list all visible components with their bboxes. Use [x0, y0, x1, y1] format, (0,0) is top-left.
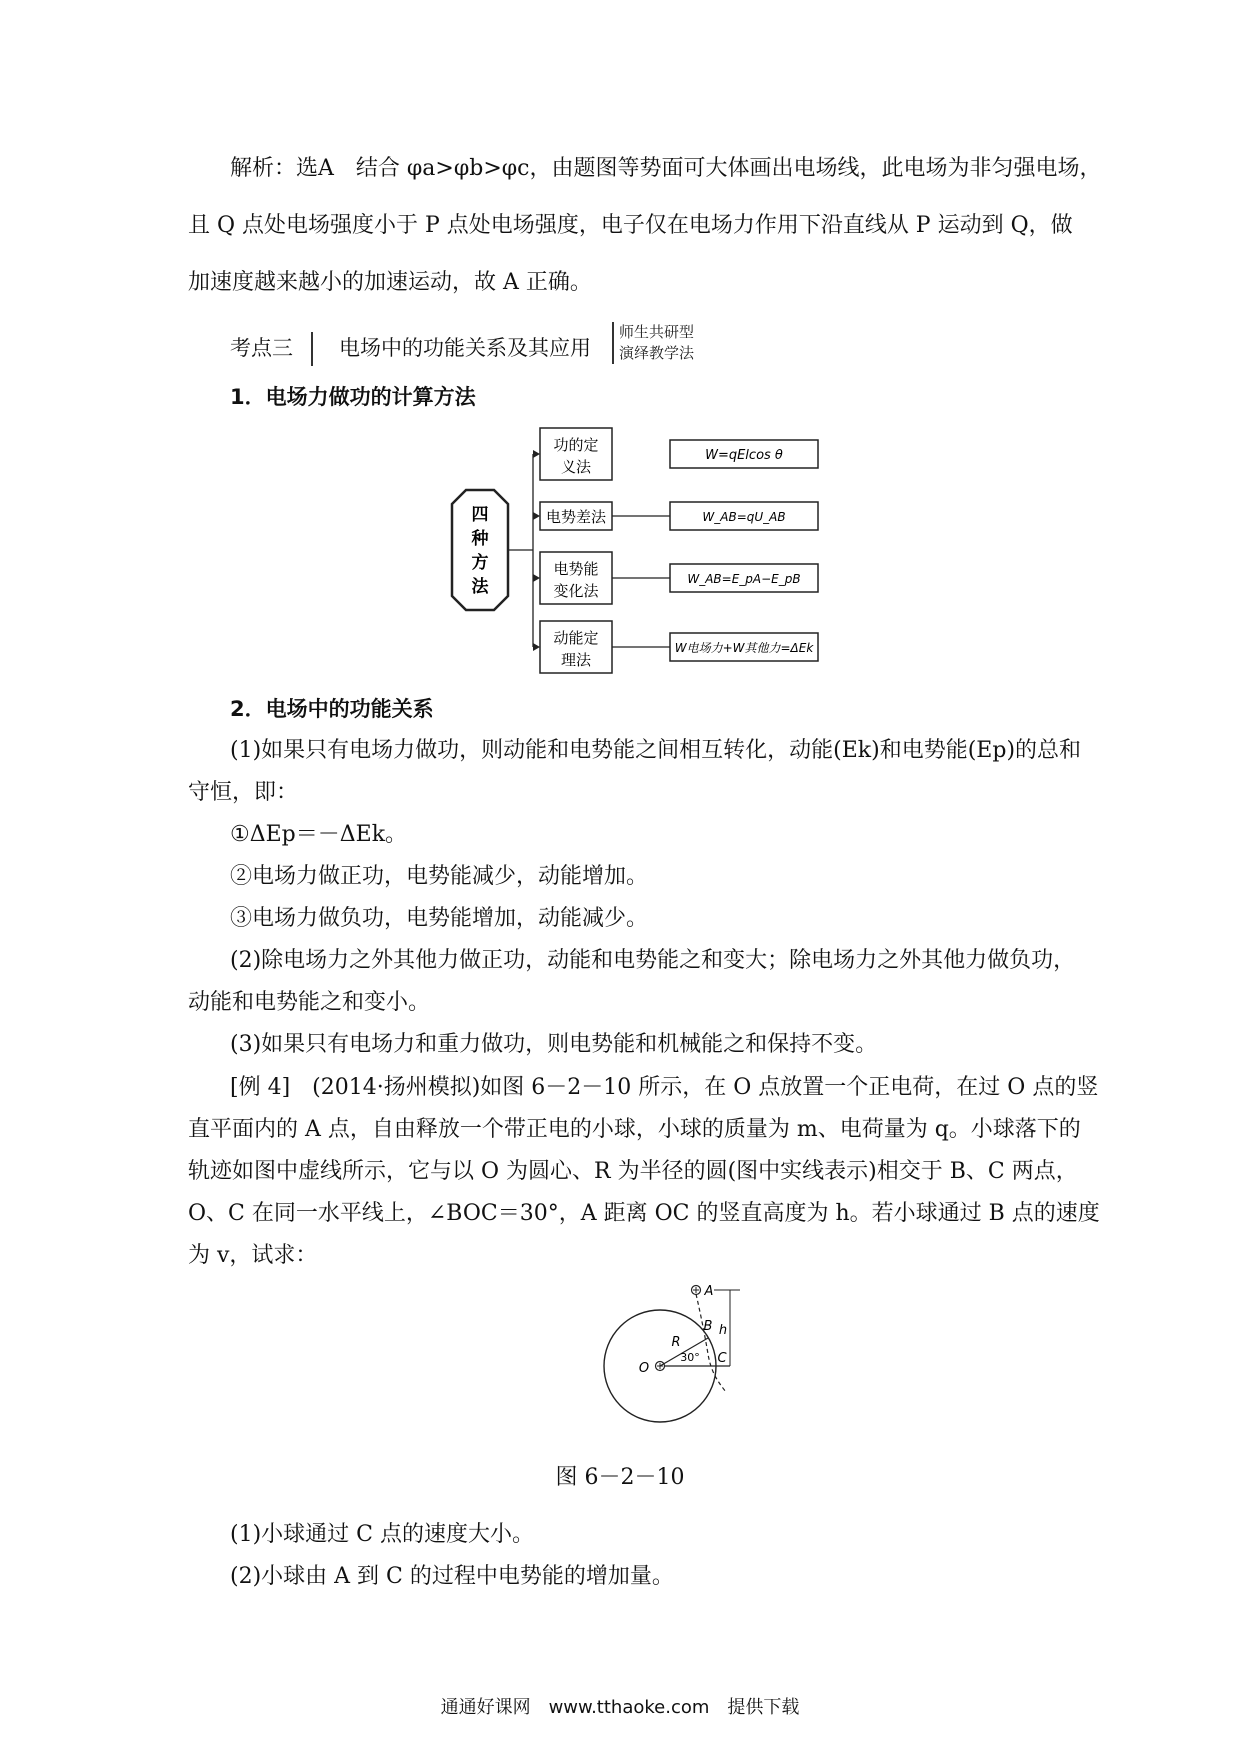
method-1-name-2: 义法: [560, 458, 592, 476]
kaodian-tag: [612, 322, 694, 364]
method-1-name-1: 功的定: [553, 436, 599, 454]
kaodian-tag-1: 师生共研型: [619, 323, 695, 341]
example-line-5: 为 v，试求：: [188, 1243, 318, 1268]
kaodian-tag-2: 演绎教学法: [619, 344, 695, 362]
root-char-2: 种: [471, 529, 489, 549]
method-4-name-1: 动能定: [553, 629, 599, 647]
arrowhead-4: [533, 643, 540, 651]
section2-p2b: 动能和电势能之和变小。: [188, 990, 431, 1015]
label-angle: 30°: [680, 1351, 700, 1364]
section2-p2a: (2)除电场力之外其他力做正功，动能和电势能之和变大；除电场力之外其他力做负功，: [230, 948, 1076, 973]
formula-2: W_AB=qU_AB: [702, 510, 786, 524]
question-2: (2)小球由 A 到 C 的过程中电势能的增加量。: [230, 1564, 674, 1589]
label-C: C: [717, 1351, 727, 1366]
method-4-name-2: 理法: [560, 651, 592, 669]
method-3-name-2: 变化法: [553, 582, 599, 600]
formula-4: W电场力+W其他力=ΔEk: [674, 641, 814, 655]
example-line-1: [例 4] (2014·扬州模拟)如图 6－2－10 所示，在 O 点放置一个正电荷，在过 O 点的竖: [230, 1075, 1099, 1100]
root-char-3: 方: [471, 553, 489, 573]
arrowhead-2: [533, 512, 540, 520]
analysis-line-2: 且 Q 点处电场强度小于 P 点处电场强度，电子仅在电场力作用下沿直线从 P 运动到 Q，做: [188, 213, 1073, 238]
section2-p3: (3)如果只有电场力和重力做功，则电势能和机械能之和保持不变。: [230, 1032, 878, 1057]
section2-p1a: (1)如果只有电场力做功，则动能和电势能之间相互转化，动能(Ek)和电势能(Ep)的总和: [230, 738, 1082, 763]
section2-item-3: ③电场力做负功，电势能增加，动能减少。: [230, 906, 649, 931]
label-A: A: [704, 1284, 714, 1299]
section1-heading: 1．电场力做功的计算方法: [230, 385, 476, 409]
kaodian-title: 电场中的功能关系及其应用: [339, 336, 591, 360]
analysis-line-1: 解析：选A 结合 φa>φb>φc，由题图等势面可大体画出电场线，此电场为非匀强电场，: [230, 156, 1102, 181]
label-h: h: [718, 1323, 728, 1338]
question-1: (1)小球通过 C 点的速度大小。: [230, 1522, 534, 1547]
label-B: B: [703, 1319, 713, 1334]
section2-p1b: 守恒，即：: [188, 780, 299, 805]
root-char-1: 四: [471, 505, 489, 525]
method-3-name-1: 电势能: [553, 560, 599, 578]
example-line-3: 轨迹如图中虚线所示，它与以 O 为圆心、R 为半径的圆(图中实线表示)相交于 B、C 两点，: [188, 1159, 1078, 1184]
example-line-2: 直平面内的 A 点，自由释放一个带正电的小球，小球的质量为 m、电荷量为 q。小球落下的: [188, 1117, 1081, 1142]
circle-figure: [590, 1280, 740, 1440]
kaodian-heading: [230, 332, 591, 366]
kaodian-label: 考点三: [230, 336, 293, 360]
kaodian-divider: [311, 332, 313, 366]
root-char-4: 法: [471, 577, 489, 597]
method-2-name-1: 电势差法: [545, 508, 607, 526]
section2-heading: 2．电场中的功能关系: [230, 697, 434, 721]
method-diagram: [440, 420, 850, 680]
section2-item-1: ①ΔEp＝－ΔEk。: [230, 822, 408, 847]
figure-caption: 图 6－2－10: [555, 1465, 685, 1490]
arrowhead-3: [533, 574, 540, 582]
label-R: R: [671, 1335, 681, 1350]
arrowhead-1: [533, 450, 540, 458]
formula-1: W=qElcos θ: [705, 448, 783, 463]
label-O: O: [638, 1361, 650, 1376]
footer-text: 通通好课网 www.tthaoke.com 提供下载: [440, 1697, 800, 1718]
section2-item-2: ②电场力做正功，电势能减少，动能增加。: [230, 864, 649, 889]
formula-3: W_AB=E_pA−E_pB: [687, 572, 801, 586]
example-line-4: O、C 在同一水平线上，∠BOC＝30°，A 距离 OC 的竖直高度为 h。若小球通过 B 点的速度: [188, 1201, 1100, 1226]
analysis-line-3: 加速度越来越小的加速运动，故 A 正确。: [188, 270, 592, 295]
